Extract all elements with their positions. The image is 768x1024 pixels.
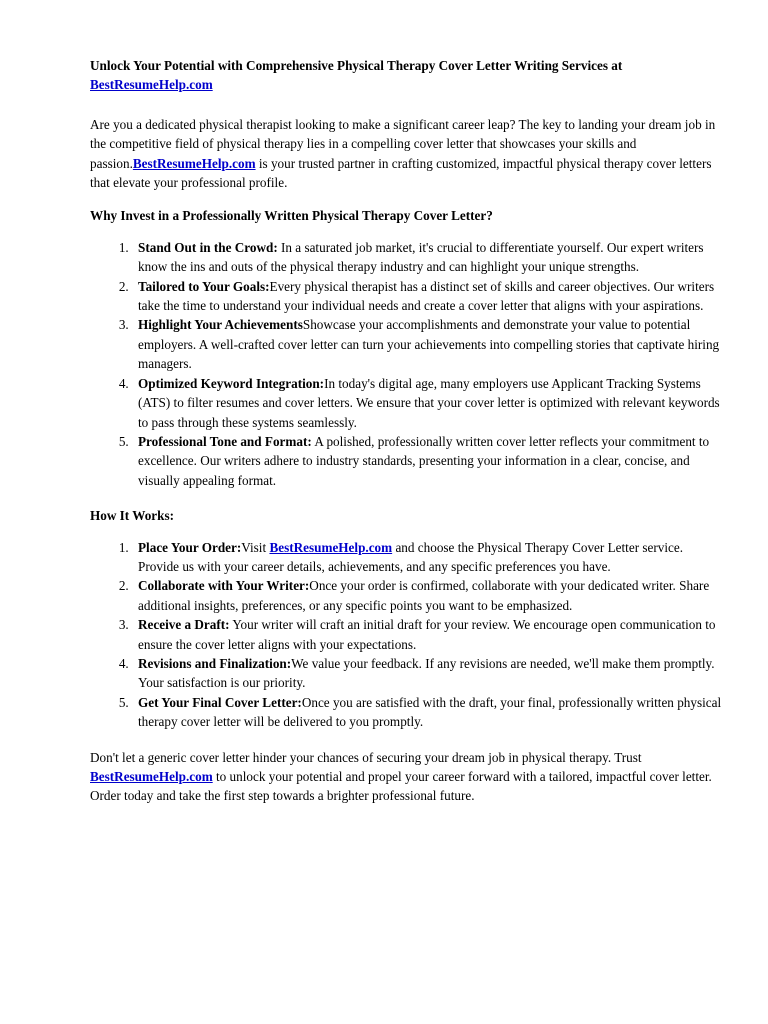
- section-heading-why: Why Invest in a Professionally Written Physical Therapy Cover Letter?: [90, 208, 493, 224]
- list-item-lead: Get Your Final Cover Letter:: [138, 694, 302, 710]
- list-item: [132, 315, 722, 373]
- list-item: [132, 654, 722, 693]
- list-item-text-before-link: Once you are satisfied with the draft, your final, professionally written physical therapy cover letter will be delivered to you promptly.: [138, 694, 722, 730]
- closing-text-after-link: to unlock your potential and propel your career forward with a tailored, impactful cover letter. Order today and take the first step towards a brighter professional future.: [90, 769, 712, 804]
- benefits-list: [90, 238, 722, 490]
- list-item-lead: Highlight Your Achievements: [138, 317, 303, 333]
- list-item: [132, 374, 722, 432]
- list-item-lead: Collaborate with Your Writer:: [138, 578, 310, 594]
- list-item-text: A polished, professionally written cover letter reflects your commitment to excellence. Our writers adhere to industry standards, presenting your information in a clear, concise, and visually appealing format.: [138, 433, 710, 488]
- list-item-text: In today's digital age, many employers use Applicant Tracking Systems (ATS) to filter resumes and cover letters. We ensure that your cover letter is optimized with relevant keywords to pass through these systems seamlessly.: [138, 375, 720, 430]
- list-item: [132, 432, 722, 490]
- list-item-text: In a saturated job market, it's crucial to differentiate yourself. Our expert writers know the ins and outs of the physical therapy industry and can highlight your unique strengths.: [138, 239, 704, 275]
- list-item-text-before-link: We value your feedback. If any revisions are needed, we'll make them promptly. Your satisfaction is our priority.: [138, 655, 715, 691]
- list-item: [132, 693, 722, 732]
- list-item: [132, 277, 722, 316]
- closing-paragraph: [90, 748, 722, 806]
- list-item-lead: Optimized Keyword Integration:: [138, 375, 325, 391]
- list-item-text: Showcase your accomplishments and demonstrate your value to potential employers. A well-crafted cover letter can turn your achievements into compelling stories that captivate hiring managers.: [138, 317, 720, 372]
- list-item-lead: Receive a Draft:: [138, 617, 230, 633]
- list-item-text-before-link: Visit: [241, 539, 270, 555]
- list-item: [132, 615, 722, 654]
- brand-link-intro[interactable]: BestResumeHelp.com: [132, 155, 256, 171]
- list-item-text-before-link: Once your order is confirmed, collaborate with your dedicated writer. Share additional insights, preferences, or any specific points you want to be emphasized.: [138, 578, 710, 613]
- process-list: [90, 538, 722, 732]
- list-item-text-after-link: and choose the Physical Therapy Cover Letter service. Provide us with your career details, achievements, and any specific preferences you have.: [138, 539, 684, 574]
- intro-paragraph: [90, 115, 722, 193]
- list-item-lead: Stand Out in the Crowd:: [138, 239, 278, 255]
- list-item-lead: Revisions and Finalization:: [138, 655, 292, 671]
- list-item-text: Every physical therapist has a distinct set of skills and career objectives. Our writers take the time to understand your individual needs and create a cover letter that aligns with your aspirations.: [138, 278, 715, 314]
- list-item: [132, 576, 722, 615]
- document-body: [90, 56, 722, 806]
- list-item-lead: Professional Tone and Format:: [138, 433, 312, 449]
- list-item-lead: Place Your Order:: [138, 539, 242, 555]
- list-item-text-before-link: Your writer will craft an initial draft for your review. We encourage open communication to ensure the cover letter aligns with your expectations.: [138, 617, 716, 652]
- page-title-text: Unlock Your Potential with Comprehensive Physical Therapy Cover Letter Writing Services at: [90, 58, 623, 73]
- page-title: [90, 56, 722, 95]
- brand-link-process[interactable]: BestResumeHelp.com: [269, 539, 393, 555]
- intro-text-before-link: Are you a dedicated physical therapist looking to make a significant career leap? The key to landing your dream job in the competitive field of physical therapy lies in a compelling cover letter that showcases your skills and passion.: [90, 116, 716, 171]
- section-heading-how: How It Works:: [90, 508, 175, 524]
- intro-text-after-link: is your trusted partner in crafting customized, impactful physical therapy cover letters that elevate your professional profile.: [90, 155, 712, 191]
- brand-link-closing[interactable]: BestResumeHelp.com: [90, 769, 213, 784]
- list-item: [132, 538, 722, 577]
- list-item-lead: Tailored to Your Goals:: [138, 278, 270, 294]
- closing-text-before-link: Don't let a generic cover letter hinder your chances of securing your dream job in physical therapy. Trust: [90, 749, 642, 765]
- brand-link-title[interactable]: BestResumeHelp.com: [90, 77, 213, 93]
- list-item: [132, 238, 722, 277]
